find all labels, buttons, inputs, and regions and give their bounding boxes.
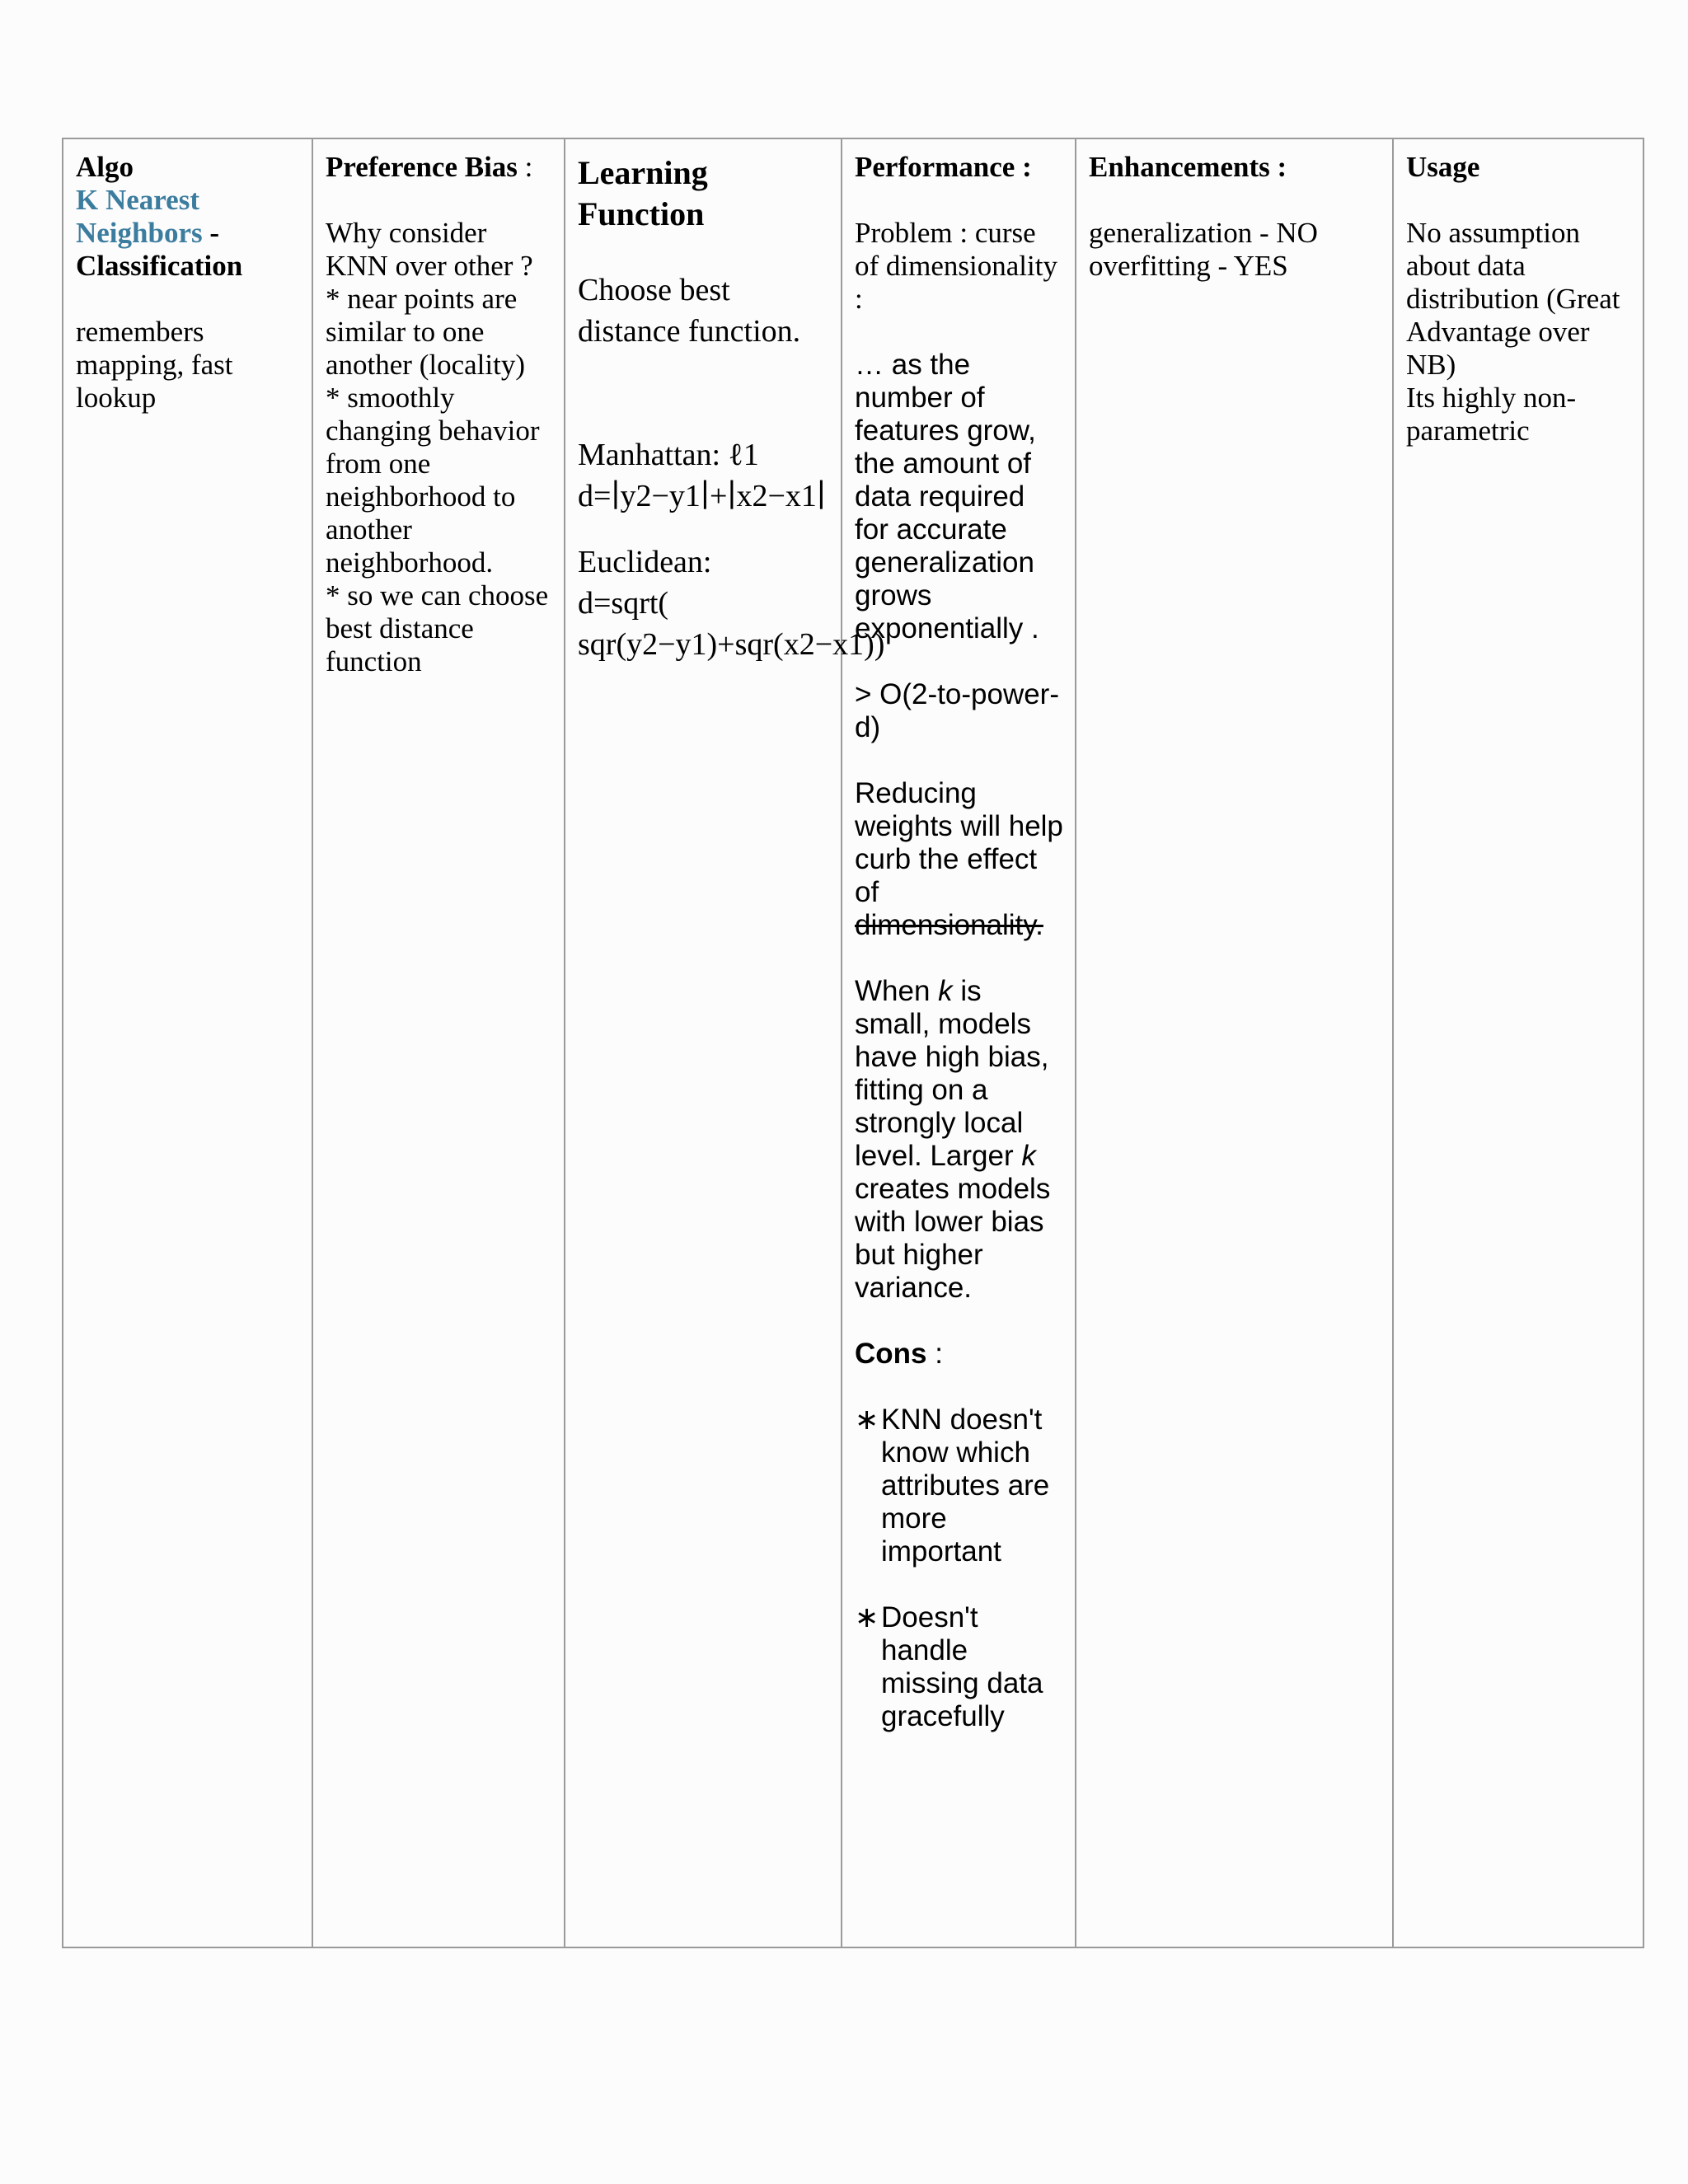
- usage-header: Usage: [1406, 151, 1480, 183]
- manhattan-formula: d=∣y2−y1∣+∣x2−x1∣: [578, 479, 826, 513]
- euclidean-label: Euclidean:: [578, 545, 712, 579]
- cons-colon: :: [926, 1338, 943, 1370]
- usage-body: No assumption about data distribution (Great Advantage over NB) Its highly non-parametric: [1406, 217, 1620, 447]
- generalization-text: generalization - NO: [1089, 217, 1318, 249]
- cons-item-text: KNN doesn't know which attributes are more important: [881, 1404, 1050, 1568]
- algo-header: Algo: [76, 151, 134, 183]
- struck-dimensionality-text: dimensionality.: [855, 909, 1043, 941]
- cons-item-text: Doesn't handle missing data gracefully: [881, 1601, 1043, 1732]
- choose-distance-text: Choose best distance function.: [578, 273, 801, 349]
- feature-growth-text: … as the number of features grow, the amount of data required for accurate generalization grows exponentially .: [855, 349, 1039, 644]
- list-item: [855, 1404, 1063, 1568]
- enhancements-cell: [1076, 138, 1393, 1947]
- preference-bias-body: Why consider KNN over other ? * near points are similar to one another (locality) * smoothly changing behavior from one neighborhood to another neighborhood. * so we can choose best distance function: [326, 217, 549, 677]
- algo-subtitle: Classification: [76, 250, 243, 282]
- cons-label: Cons: [855, 1338, 927, 1370]
- algo-cell: [63, 138, 312, 1947]
- euclidean-formula: d=sqrt( sqr(y2−y1)+sqr(x2−x1)): [578, 586, 885, 662]
- list-item: [855, 1601, 1063, 1733]
- preference-bias-colon: :: [517, 151, 533, 183]
- curse-problem-text: Problem : curse of dimensionality :: [855, 217, 1057, 315]
- algo-title-line2: Neighbors: [76, 217, 203, 249]
- manhattan-label: Manhattan: ℓ1: [578, 438, 759, 472]
- overfitting-text: overfitting - YES: [1089, 250, 1288, 282]
- algo-dash: -: [202, 217, 220, 249]
- k-bias-variance-text: When k is small, models have high bias, fitting on a strongly local level. Larger k creates models with lower bias but higher variance.: [855, 975, 1051, 1304]
- learning-function-cell: [565, 138, 885, 1947]
- bullet-icon: ∗: [855, 1601, 879, 1633]
- usage-cell: [1393, 138, 1643, 1947]
- reducing-weights-text: Reducing weights will help curb the effect of: [855, 777, 1063, 908]
- big-o-text: > O(2-to-power-d): [855, 678, 1059, 743]
- learning-function-header: Learning Function: [578, 154, 708, 232]
- table-row: [63, 138, 1643, 1947]
- performance-header: Performance :: [855, 151, 1032, 183]
- knn-summary-table: [62, 138, 1644, 1948]
- bullet-icon: ∗: [855, 1404, 879, 1436]
- preference-bias-cell: [312, 138, 565, 1947]
- enhancements-header: Enhancements :: [1089, 151, 1287, 183]
- algo-title-line1: K Nearest: [76, 184, 199, 216]
- algo-description: remembers mapping, fast lookup: [76, 316, 233, 414]
- preference-bias-header: Preference Bias: [326, 151, 518, 183]
- performance-cell: [842, 138, 1076, 1947]
